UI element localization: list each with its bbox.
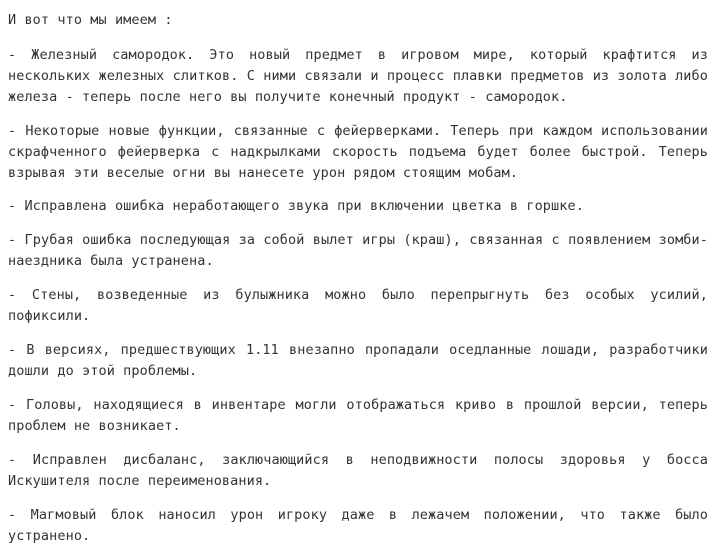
changelog-item: - Некоторые новые функции, связанные с фейерверками. Теперь при каждом использовании скрафченного фейерверка с надкрылками скорость подъема будет более быстрой. Теперь взрывая эти веселые огни вы нанесете урон рядом стоящим мобам. (8, 122, 708, 181)
changelog-item: - В версиях, предшествующих 1.11 внезапно пропадали оседланные лошади, разработчики дошли до этой проблемы. (8, 342, 708, 379)
intro-paragraph: И вот что мы имеем : (8, 12, 173, 28)
changelog-item: - Железный самородок. Это новый предмет в игровом мире, который крафтится из нескольких железных слитков. С ними связали и процесс плавки предметов из золота либо железа - теперь после него вы получите конечный продукт - самородок. (8, 46, 708, 105)
changelog-item: - Грубая ошибка последующая за собой вылет игры (краш), связанная с появлением зомби-наездника была устранена. (8, 232, 708, 270)
changelog-item: - Исправлена ошибка неработающего звука при включении цветка в горшке. (8, 198, 584, 215)
changelog-item: - Головы, находящиеся в инвентаре могли отображаться криво в прошлой версии, теперь проблем не возникает. (8, 396, 708, 434)
changelog-item: - Стены, возведенные из булыжника можно было перепрыгнуть без особых усилий, пофиксили. (8, 287, 708, 325)
changelog-item: - Исправлен дисбаланс, заключающийся в неподвижности полосы здоровья у босса Искушителя после переименования. (8, 451, 708, 489)
changelog-item: - Магмовый блок наносил урон игроку даже в лежачем положении, что также было устранено. (8, 506, 708, 544)
